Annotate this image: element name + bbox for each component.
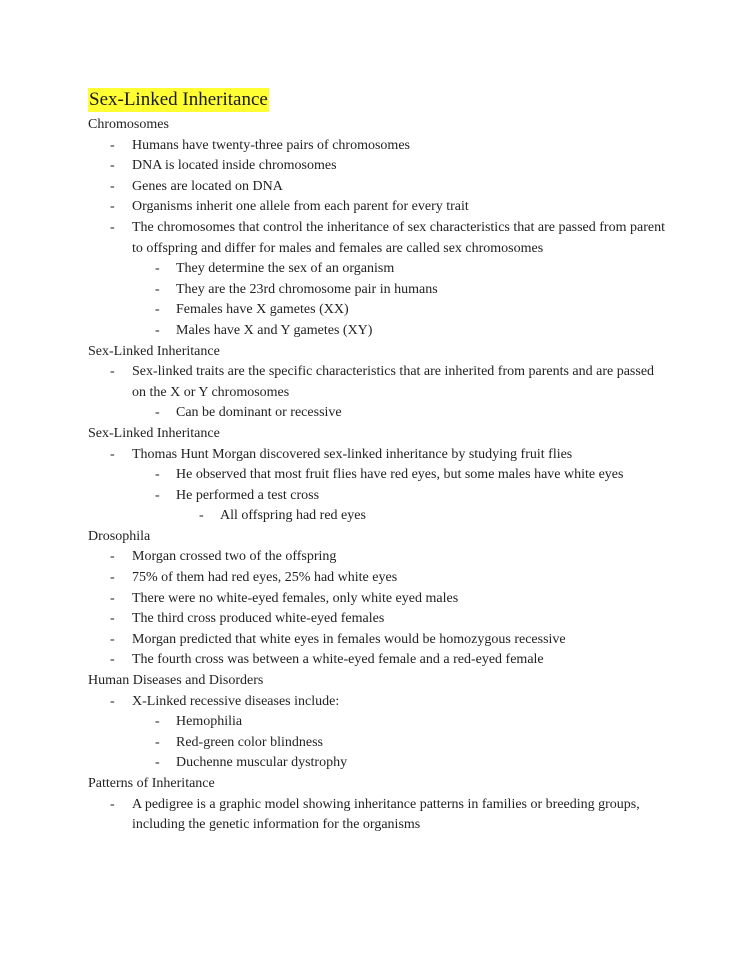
section-heading: Sex-Linked Inheritance [88,343,220,359]
bullet-item [88,733,668,754]
bullet-dash: - [110,652,115,668]
bullet-text: Females have X gametes (XX) [176,302,349,318]
bullet-dash: - [110,199,115,215]
bullet-text: X-Linked recessive diseases include: [132,693,340,709]
bullet-dash: - [110,158,115,174]
bullet-dash: - [110,611,115,627]
bullet-dash: - [155,322,160,338]
bullet-dash: - [110,570,115,586]
bullet-text: Thomas Hunt Morgan discovered sex-linked inheritance by studying fruit flies [132,446,573,462]
bullet-dash: - [110,631,115,647]
bullet-dash: - [155,261,160,277]
bullet-text: They determine the sex of an organism [176,261,395,277]
bullet-item [88,712,668,733]
bullet-dash: - [199,508,204,524]
bullet-dash: - [110,364,115,380]
bullet-item [88,589,668,610]
bullet-item [88,692,668,713]
bullet-item [88,321,668,342]
bullet-dash: - [155,734,160,750]
bullet-item [88,218,668,259]
bullet-dash: - [155,487,160,503]
bullet-item [88,609,668,630]
section-heading: Human Diseases and Disorders [88,673,264,689]
bullet-item [88,506,668,527]
bullet-dash: - [110,219,115,235]
bullet-text: Can be dominant or recessive [176,405,342,421]
document-body [88,115,668,836]
bullet-dash: - [110,178,115,194]
bullet-text: Morgan crossed two of the offspring [132,549,337,565]
bullet-item [88,362,668,403]
bullet-text: Sex-linked traits are the specific characteristics that are inherited from parents and are passed on the X or Y chromosomes [132,364,655,400]
bullet-item [88,197,668,218]
bullet-text: A pedigree is a graphic model showing inheritance patterns in families or breeding groups, including the genetic information for the organisms [132,796,640,833]
bullet-dash: - [110,446,115,462]
bullet-item [88,136,668,157]
bullet-dash: - [155,281,160,297]
bullet-dash: - [155,714,160,730]
bullet-item [88,753,668,774]
bullet-text: Genes are located on DNA [132,178,283,194]
section-heading: Chromosomes [88,117,169,132]
bullet-item [88,630,668,651]
bullet-dash: - [155,467,160,483]
bullet-text: 75% of them had red eyes, 25% had white eyes [132,570,398,586]
bullet-item [88,795,668,836]
bullet-dash: - [110,549,115,565]
bullet-item [88,259,668,280]
bullet-item [88,156,668,177]
bullet-text: Duchenne muscular dystrophy [176,755,348,771]
bullet-item [88,465,668,486]
bullet-dash: - [155,302,160,318]
bullet-text: He observed that most fruit flies have red eyes, but some males have white eyes [176,467,624,483]
bullet-text: The fourth cross was between a white-eyed female and a red-eyed female [132,652,544,668]
bullet-item [88,486,668,507]
bullet-item [88,300,668,321]
bullet-text: DNA is located inside chromosomes [132,158,337,174]
bullet-text: Organisms inherit one allele from each parent for every trait [132,199,469,215]
bullet-item [88,403,668,424]
bullet-text: The chromosomes that control the inheritance of sex characteristics that are passed from parent to offspring and differ for males and females are called sex chromosomes [132,219,665,256]
bullet-item [88,568,668,589]
bullet-dash: - [110,137,115,153]
bullet-dash: - [155,405,160,421]
bullet-dash: - [110,796,115,812]
section-heading: Drosophila [88,528,151,544]
document-title: Sex-Linked Inheritance [89,89,268,110]
bullet-item [88,280,668,301]
bullet-text: Morgan predicted that white eyes in females would be homozygous recessive [132,631,566,647]
bullet-dash: - [155,755,160,771]
bullet-text: Males have X and Y gametes (XY) [176,322,373,338]
bullet-text: They are the 23rd chromosome pair in humans [176,281,438,297]
bullet-text: Humans have twenty-three pairs of chromosomes [132,137,410,153]
bullet-dash: - [110,590,115,606]
bullet-dash: - [110,693,115,709]
bullet-text: Hemophilia [176,714,243,730]
bullet-text: There were no white-eyed females, only white eyed males [132,590,459,606]
bullet-item [88,547,668,568]
bullet-text: Red-green color blindness [176,734,323,750]
bullet-item [88,650,668,671]
section-heading: Patterns of Inheritance [88,776,215,791]
bullet-text: The third cross produced white-eyed females [132,611,385,627]
bullet-text: All offspring had red eyes [220,508,366,524]
section-heading: Sex-Linked Inheritance [88,425,220,441]
bullet-item [88,177,668,198]
bullet-item [88,445,668,466]
bullet-text: He performed a test cross [176,487,320,503]
